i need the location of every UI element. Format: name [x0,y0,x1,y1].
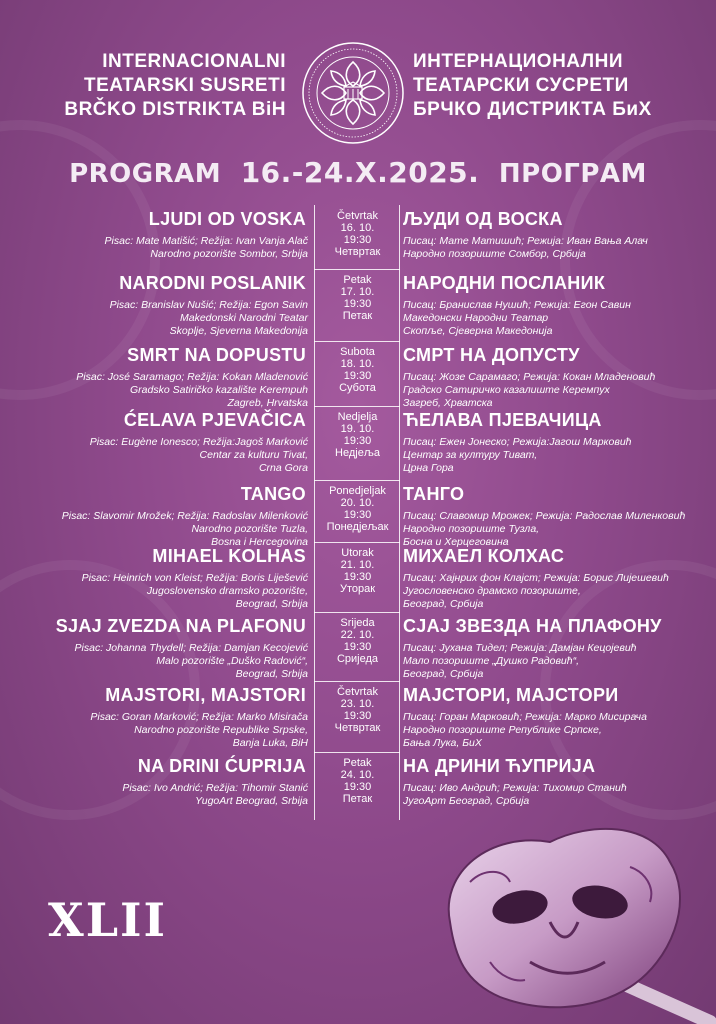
play-credits-cyrillic: Македонски Народни Театар [403,312,549,324]
play-credits-latin: Skoplje, Sjeverna Makedonija [169,325,308,337]
play-credits-latin: Jugoslovensko dramsko pozorište, [146,585,308,597]
play-credits-latin: Banja Luka, BiH [232,737,308,749]
performance-date: 17. 10. [340,286,375,298]
play-credits-latin: Narodno pozorište Republike Srpske, [134,724,308,736]
day-cyrillic: Четвртак [334,722,381,734]
play-title-cyrillic: МИХАЕЛ КОЛХАС [403,546,565,566]
day-cyrillic: Четвртак [334,246,381,258]
date-separator [314,269,400,270]
program-label-latin: PROGRAM [69,159,222,189]
day-cyrillic: Сриједа [336,653,379,665]
program-label-cyrillic: ПРОГРАМ [498,159,647,189]
program-dates: 16.-24.X.2025. [240,156,480,189]
play-credits-latin: Pisac: Ivo Andrić; Režija: Tihomir Stanić [122,782,308,794]
day-latin: Nedjelja [337,411,378,423]
play-credits-cyrillic: Београд, Србија [403,598,484,610]
play-credits-latin: Centar za kulturu Tivat, [199,449,308,461]
play-credits-cyrillic: Градско Сатиричко казалиште Керемпух [403,384,610,396]
play-credits-latin: Pisac: José Saramago; Režija: Kokan Mladenović [76,371,308,383]
performance-time: 19:30 [343,298,372,310]
play-credits-latin: Makedonski Narodni Teatar [179,312,308,324]
performance-time: 19:30 [343,509,372,521]
festival-name-cyrillic [413,50,713,122]
day-latin: Subota [340,346,375,358]
date-separator [314,681,400,682]
play-credits-cyrillic: Писац: Јухана Тидел; Режија: Дамјан Кецојевић [403,642,637,654]
play-credits-cyrillic: Београд, Србија [403,668,484,680]
day-latin: Četvrtak [337,686,378,698]
play-credits-latin: Bosna i Hercegovina [211,536,308,548]
play-title-latin: NA DRINI ĆUPRIJA [137,756,306,776]
play-credits-cyrillic: Народно позориште Тузла, [403,523,540,535]
play-credits-cyrillic: Писац: Жозе Сарамаго; Режија: Кокан Младеновић [403,371,656,383]
play-credits-cyrillic: Народно позориште Републике Српске, [403,724,602,736]
play-credits-latin: Crna Gora [258,462,308,474]
performance-date: 19. 10. [340,423,375,435]
play-title-cyrillic: ЋЕЛАВА ПЈЕВАЧИЦА [403,410,602,430]
performance-date: 20. 10. [340,497,375,509]
performance-date: 23. 10. [340,698,375,710]
performance-date: 22. 10. [340,629,375,641]
play-credits-cyrillic: Центар за културу Тиват, [403,449,538,461]
day-latin: Četvrtak [337,210,378,222]
performance-time: 19:30 [343,234,372,246]
day-latin: Petak [343,274,372,286]
day-cyrillic: Уторак [339,583,376,595]
day-latin: Srijeda [340,617,375,629]
festival-name-line: ТЕАТАРСКИ СУСРЕТИ [413,75,629,96]
play-credits-latin: Pisac: Johanna Thydell; Režija: Damjan Kecojević [74,642,308,654]
play-credits-cyrillic: Писац: Славомир Мрожек; Режија: Радослав Миленковић [403,510,686,522]
play-title-latin: MAJSTORI, MAJSTORI [105,685,306,705]
play-title-latin: SJAJ ZVEZDA NA PLAFONU [55,616,306,636]
play-credits-latin: Narodno pozorište Tuzla, [191,523,308,535]
day-cyrillic: Петак [342,310,373,322]
day-cyrillic: Субота [339,382,376,394]
play-credits-latin: Pisac: Heinrich von Kleist; Režija: Boris Liješević [81,572,308,584]
play-credits-latin: Zagreb, Hrvatska [227,397,308,409]
festival-name-line: BRČKO DISTRIKTA BiH [64,99,286,120]
play-credits-latin: Beograd, Srbija [235,668,308,680]
day-latin: Ponedjeljak [329,485,386,497]
play-title-cyrillic: ТАНГО [403,484,465,504]
play-credits-cyrillic: Писац: Иво Андрић; Режија: Тихомир Станић [403,782,627,794]
play-credits-latin: Pisac: Mate Matišić; Režija: Ivan Vanja Alač [104,235,308,247]
play-credits-cyrillic: Писац: Бранислав Нушић; Режија: Егон Савин [403,299,631,311]
play-credits-cyrillic: Писац: Ежен Јонеско; Режија:Јагош Марковић [403,436,632,448]
performance-date: 24. 10. [340,769,375,781]
performance-time: 19:30 [343,710,372,722]
performance-time: 19:30 [343,781,372,793]
play-title-cyrillic: ЉУДИ ОД ВОСКА [403,209,563,229]
play-credits-latin: Pisac: Slavomir Mrožek; Režija: Radoslav Milenković [61,510,308,522]
play-credits-cyrillic: Скопље, Сјеверна Македонија [403,325,553,337]
play-title-latin: ĆELAVA PJEVAČICA [123,410,306,430]
play-credits-cyrillic: Писац: Хајнрих фон Клајст; Режија: Борис Лијешевић [403,572,669,584]
play-title-latin: MIHAEL KOLHAS [152,546,306,566]
play-title-latin: SMRT NA DOPUSTU [127,345,306,365]
play-credits-cyrillic: Југословенско драмско позориште, [403,585,581,597]
date-separator [314,480,400,481]
day-latin: Petak [343,757,372,769]
festival-name-line: INTERNACIONALNI [102,51,286,72]
theatre-festival-emblem-icon [300,40,406,146]
date-separator [314,752,400,753]
play-credits-latin: Pisac: Goran Marković; Režija: Marko Misirača [90,711,308,723]
play-title-latin: TANGO [240,484,306,504]
play-credits-cyrillic: Загреб, Хрватска [403,397,493,409]
play-title-cyrillic: МАЈСТОРИ, МАЈСТОРИ [403,685,619,705]
day-latin: Utorak [341,547,374,559]
play-title-cyrillic: НА ДРИНИ ЋУПРИЈА [403,756,596,776]
program-heading [0,156,716,189]
festival-name-latin [0,50,286,122]
play-title-cyrillic: СЈАЈ ЗВЕЗДА НА ПЛАФОНУ [403,616,662,636]
play-credits-cyrillic: Писац: Горан Марковић; Режија: Марко Мисирача [403,711,647,723]
play-credits-latin: Gradsko Satiričko kazalište Kerempuh [130,384,308,396]
play-credits-cyrillic: Писац: Мате Матишић; Режија: Иван Вања Алач [403,235,648,247]
performance-date: 18. 10. [340,358,375,370]
performance-time: 19:30 [343,435,372,447]
play-credits-latin: Narodno pozorište Sombor, Srbija [150,248,308,260]
day-cyrillic: Понедјељак [326,521,389,533]
date-separator [314,406,400,407]
date-separator [314,341,400,342]
play-credits-cyrillic: Мало позориште „Душко Радовић“, [403,655,580,667]
play-credits-latin: Beograd, Srbija [235,598,308,610]
performance-time: 19:30 [343,641,372,653]
festival-name-line: TEATARSKI SUSRETI [83,75,286,96]
play-credits-cyrillic: Босна и Херцеговина [403,536,509,548]
performance-time: 19:30 [343,370,372,382]
edition-number: XLII [48,893,168,947]
play-credits-cyrillic: Црна Гора [403,462,454,474]
play-credits-latin: YugoArt Beograd, Srbija [195,795,308,807]
play-credits-cyrillic: ЈугоАрт Београд, Србија [403,795,530,807]
performance-date: 21. 10. [340,559,375,571]
play-credits-latin: Pisac: Eugène Ionesco; Režija:Jagoš Marković [89,436,308,448]
play-title-latin: NARODNI POSLANIK [119,273,306,293]
play-title-cyrillic: СМРТ НА ДОПУСТУ [403,345,580,365]
date-separator [314,542,400,543]
play-credits-cyrillic: Бања Лука, БиХ [403,737,482,749]
festival-name-line: БРЧКО ДИСТРИКТА БиХ [413,99,652,120]
play-title-latin: LJUDI OD VOSKA [148,209,306,229]
carnival-mask-icon [430,812,716,1024]
festival-name-line: ИНТЕРНАЦИОНАЛНИ [413,51,623,72]
day-cyrillic: Недјеља [335,447,380,459]
date-separator [314,612,400,613]
performance-date: 16. 10. [340,222,375,234]
play-credits-latin: Malo pozorište „Duško Radović“, [156,655,308,667]
performance-time: 19:30 [343,571,372,583]
play-credits-cyrillic: Народно позориште Сомбор, Србија [403,248,586,260]
day-cyrillic: Петак [342,793,373,805]
play-title-cyrillic: НАРОДНИ ПОСЛАНИК [403,273,606,293]
play-credits-latin: Pisac: Branislav Nušić; Režija: Egon Savin [109,299,308,311]
